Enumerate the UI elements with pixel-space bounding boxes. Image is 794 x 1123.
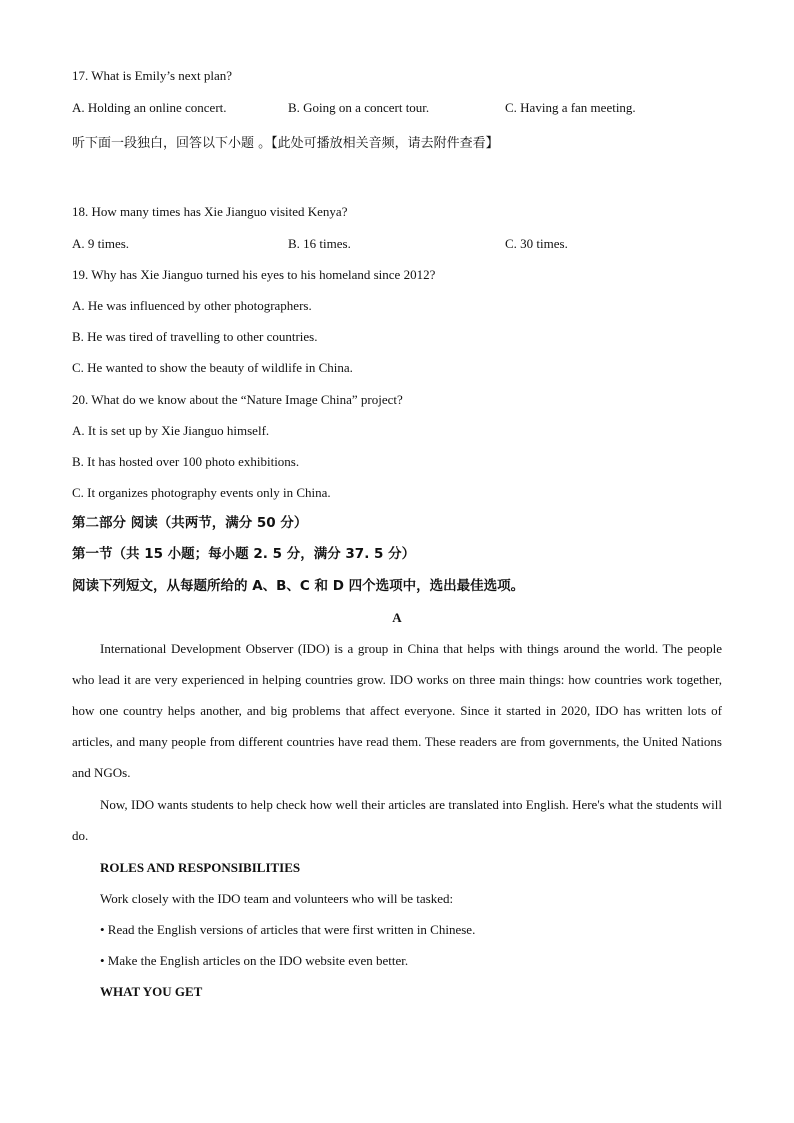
option-a: A. Holding an online concert. xyxy=(72,100,227,115)
question-19: 19. Why has Xie Jianguo turned his eyes to his homeland since 2012? xyxy=(72,267,436,282)
option-b: B. 16 times. xyxy=(288,236,351,251)
option-c: C. 30 times. xyxy=(505,236,568,251)
passage-paragraph-2: Now, IDO wants students to help check how well their articles are translated into English. Here's what the students will do. xyxy=(72,797,722,843)
option-c: C. Having a fan meeting. xyxy=(505,100,636,115)
part-two-heading: 第二部分 阅读（共两节，满分 50 分） xyxy=(72,515,308,531)
option-b: B. Going on a concert tour. xyxy=(288,100,430,115)
option-c: C. He wanted to show the beauty of wildlife in China. xyxy=(72,360,353,375)
bullet-item: • Make the English articles on the IDO website even better. xyxy=(100,953,409,968)
question-18: 18. How many times has Xie Jianguo visited Kenya? xyxy=(72,204,348,219)
option-b: B. He was tired of travelling to other countries. xyxy=(72,329,318,344)
passage-paragraph-1: International Development Observer (IDO) is a group in China that helps with things around the world. The people who lead it are very experienced in helping countries grow. IDO works on three main things: how countries work together, how one country helps another, and big problems that affect everyone. Since it started in 2020, IDO has written lots of articles, and many people from different countries have read them. These readers are from governments, the United Nations and NGOs. xyxy=(72,641,722,780)
question-20: 20. What do we know about the “Nature Image China” project? xyxy=(72,392,403,407)
roles-intro: Work closely with the IDO team and volunteers who will be tasked: xyxy=(100,891,454,906)
question-17: 17. What is Emily’s next plan? xyxy=(72,68,233,83)
passage-letter: A xyxy=(392,610,402,625)
option-a: A. It is set up by Xie Jianguo himself. xyxy=(72,423,270,438)
option-b: B. It has hosted over 100 photo exhibitions. xyxy=(72,454,300,469)
bullet-item: • Read the English versions of articles that were first written in Chinese. xyxy=(100,922,476,937)
reading-instruction: 阅读下列短文，从每题所给的 A、B、C 和 D 四个选项中，选出最佳选项。 xyxy=(72,578,525,594)
option-c: C. It organizes photography events only in China. xyxy=(72,485,331,500)
option-a: A. 9 times. xyxy=(72,236,130,251)
roles-heading: ROLES AND RESPONSIBILITIES xyxy=(100,860,301,875)
monologue-instruction: 听下面一段独白，回答以下小题 。【此处可播放相关音频，请去附件查看】 xyxy=(72,136,499,151)
what-you-get-heading: WHAT YOU GET xyxy=(100,984,203,999)
section-one-heading: 第一节（共 15 小题；每小题 2. 5 分，满分 37. 5 分） xyxy=(72,546,416,562)
option-a: A. He was influenced by other photographers. xyxy=(72,298,312,313)
